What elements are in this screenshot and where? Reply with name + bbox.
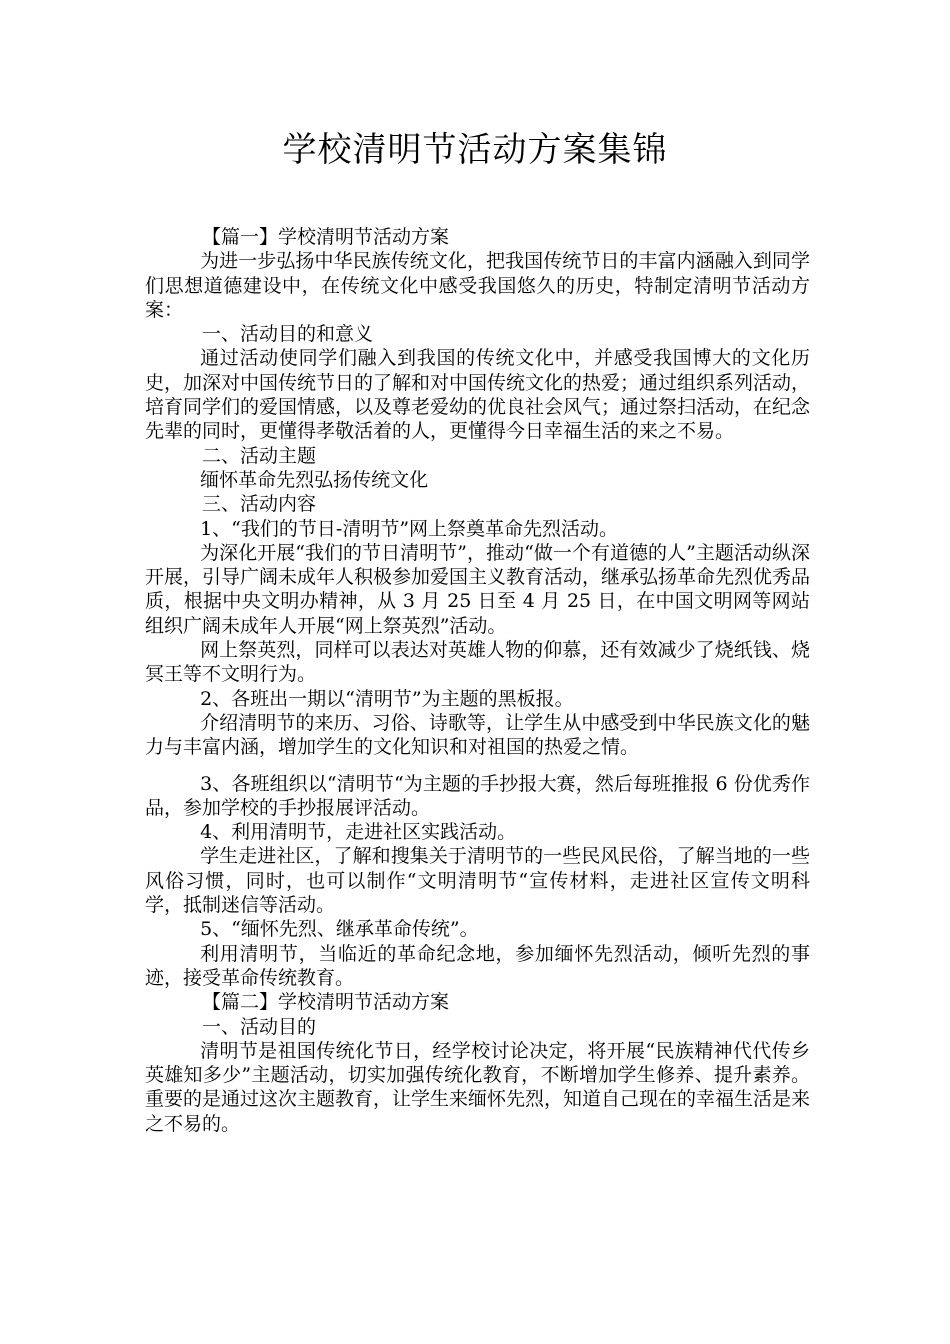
item-2-title: 2、各班出一期以“清明节”为主题的黑板报。 <box>200 687 574 710</box>
paragraph-theme: 缅怀革命先烈弘扬传统文化 <box>200 468 429 491</box>
heading-purpose: 一、活动目的 <box>202 1015 317 1038</box>
paragraph-part-2-purpose: 清明节是祖国传统化节日，经学校讨论决定，将开展“民族精神代代传乡英雄知多少”主题活动，切实加强传统化教育，不断增加学生修养、提升素养。重要的是通过这次主题教育，让学生来缅怀先烈，知道自己现在的幸福生活是来之不易的。 <box>145 1039 811 1135</box>
paragraph-intro: 为进一步弘扬中华民族传统文化，把我国传统节日的丰富内涵融入到同学们思想道德建设中，在传统文化中感受我国悠久的历史，特制定清明节活动方案： <box>145 250 810 321</box>
item-4-title: 4、利用清明节，走进社区实践活动。 <box>200 821 517 844</box>
item-1-note: 网上祭英烈，同样可以表达对英雄人物的仰慕，还有效减少了烧纸钱、烧冥王等不文明行为。 <box>145 639 810 686</box>
section-heading-part-2: 【篇二】学校清明节活动方案 <box>202 991 450 1014</box>
heading-content: 三、活动内容 <box>202 493 317 516</box>
heading-theme: 二、活动主题 <box>202 444 317 467</box>
heading-purpose-meaning: 一、活动目的和意义 <box>202 323 374 346</box>
item-3: 3、各班组织以“清明节“为主题的手抄报大赛，然后每班推报 6 份优秀作品，参加学校的手抄报展评活动。 <box>145 772 810 819</box>
document-body <box>145 225 810 1136</box>
item-2-detail: 介绍清明节的来历、习俗、诗歌等，让学生从中感受到中华民族文化的魅力与丰富内涵，增加学生的文化知识和对祖国的热爱之情。 <box>145 711 810 759</box>
item-4-detail: 学生走进社区，了解和搜集关于清明节的一些民风民俗，了解当地的一些风俗习惯，同时，也可以制作“文明清明节“宣传材料，走进社区宣传文明科学，抵制迷信等活动。 <box>145 845 810 917</box>
item-5-title: 5、“缅怀先烈、继承革命传统”。 <box>200 918 479 941</box>
item-1-title: 1、“我们的节日-清明节”网上祭奠革命先烈活动。 <box>200 517 619 540</box>
document-title: 学校清明节活动方案集锦 <box>282 130 668 170</box>
item-5-detail: 利用清明节，当临近的革命纪念地，参加缅怀先烈活动，倾听先烈的事迹，接受革命传统教育。 <box>145 942 810 989</box>
item-1-detail: 为深化开展“我们的节日清明节”，推动“做一个有道德的人”主题活动纵深开展，引导广阔未成年人积极参加爱国主义教育活动，继承弘扬革命先烈优秀品质，根据中央文明办精神，从 3 月 25 日至 4 月 25 日，在中国文明网等网站组织广阔未成年人开展“网上祭英烈”活动。 <box>145 541 811 637</box>
section-heading-part-1: 【篇一】学校清明节活动方案 <box>202 226 450 248</box>
paragraph-purpose: 通过活动使同学们融入到我国的传统文化中，并感受我国博大的文化历史，加深对中国传统节日的了解和对中国传统文化的热爱；通过组织系列活动，培育同学们的爱国情感，以及尊老爱幼的优良社会风气；通过祭扫活动，在纪念先辈的同时，更懂得孝敬活着的人，更懂得今日幸福生活的来之不易。 <box>145 347 811 443</box>
